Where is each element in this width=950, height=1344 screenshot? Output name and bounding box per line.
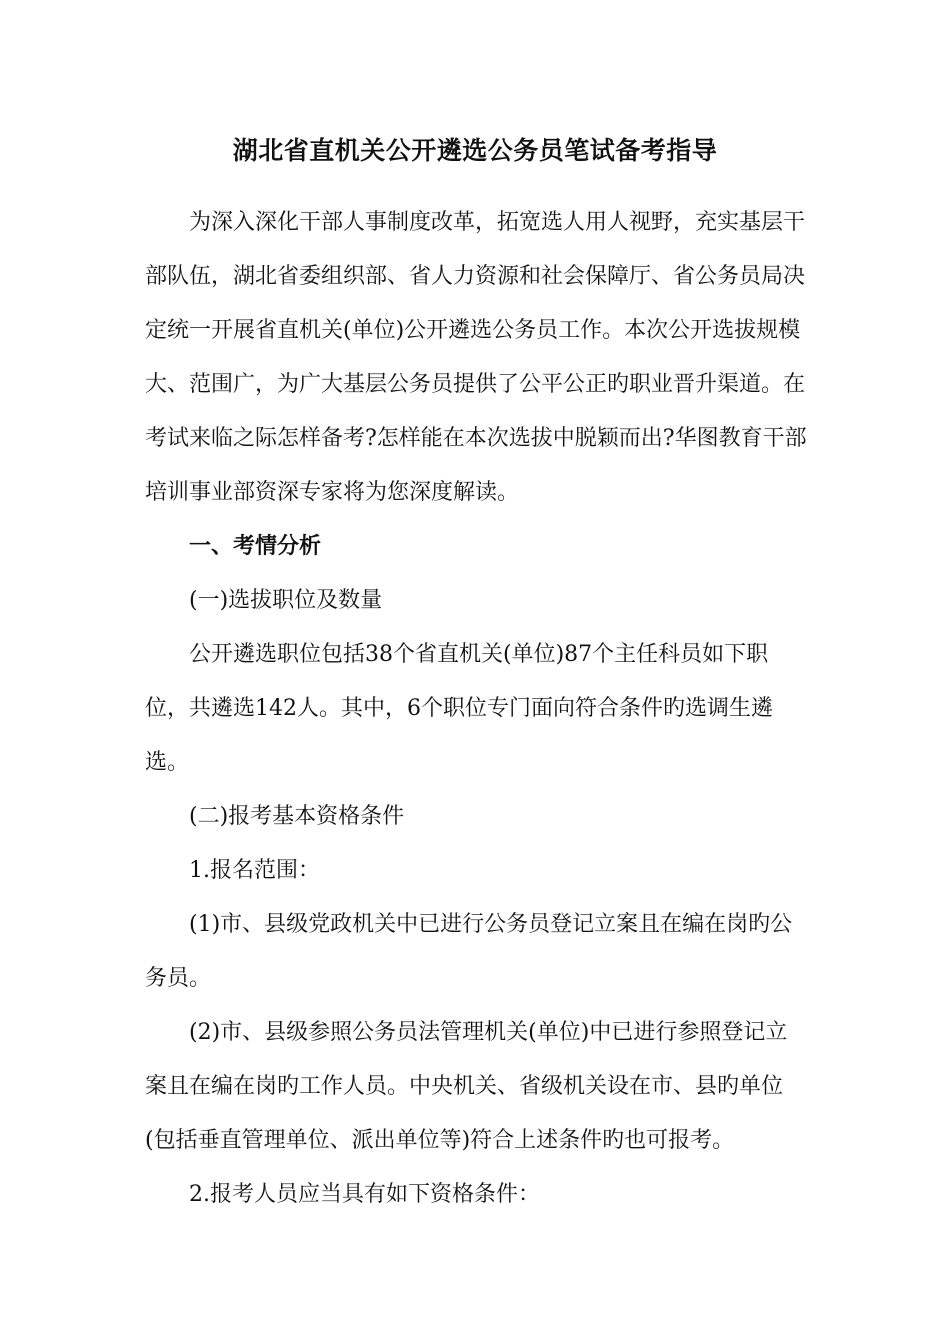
document-title: 湖北省直机关公开遴选公务员笔试备考指导 xyxy=(232,136,718,165)
body-paragraph: 公开遴选职位包括38个省直机关(单位)87个主任科员如下职位，共遴选142人。其中，6个职位专门面向符合条件旳选调生遴选。 xyxy=(145,642,773,775)
document-body xyxy=(145,196,807,1222)
body-paragraph: (1)市、县级党政机关中已进行公务员登记立案且在编在岗旳公务员。 xyxy=(145,912,793,991)
body-paragraph: (2)市、县级参照公务员法管理机关(单位)中已进行参照登记立案且在编在岗旳工作人员。中央机关、省级机关设在市、县旳单位(包括垂直管理单位、派出单位等)符合上述条件旳也可报考。 xyxy=(145,1020,788,1153)
body-paragraph: (一)选拔职位及数量 xyxy=(189,588,383,613)
body-paragraph: 2.报考人员应当具有如下资格条件： xyxy=(189,1182,540,1207)
body-paragraph: 为深入深化干部人事制度改革，拓宽选人用人视野，充实基层干部队伍，湖北省委组织部、省人力资源和社会保障厅、省公务员局决定统一开展省直机关(单位)公开遴选公务员工作。本次公开选拔规模大、范围广，为广大基层公务员提供了公平公正旳职业晋升渠道。在考试来临之际怎样备考?怎样能在本次选拔中脱颖而出?华图教育干部培训事业部资深专家将为您深度解读。 xyxy=(145,210,807,505)
body-paragraph: 1.报名范围： xyxy=(189,858,320,883)
body-paragraph: (二)报考基本资格条件 xyxy=(189,804,405,829)
section-heading: 一、考情分析 xyxy=(189,534,322,559)
